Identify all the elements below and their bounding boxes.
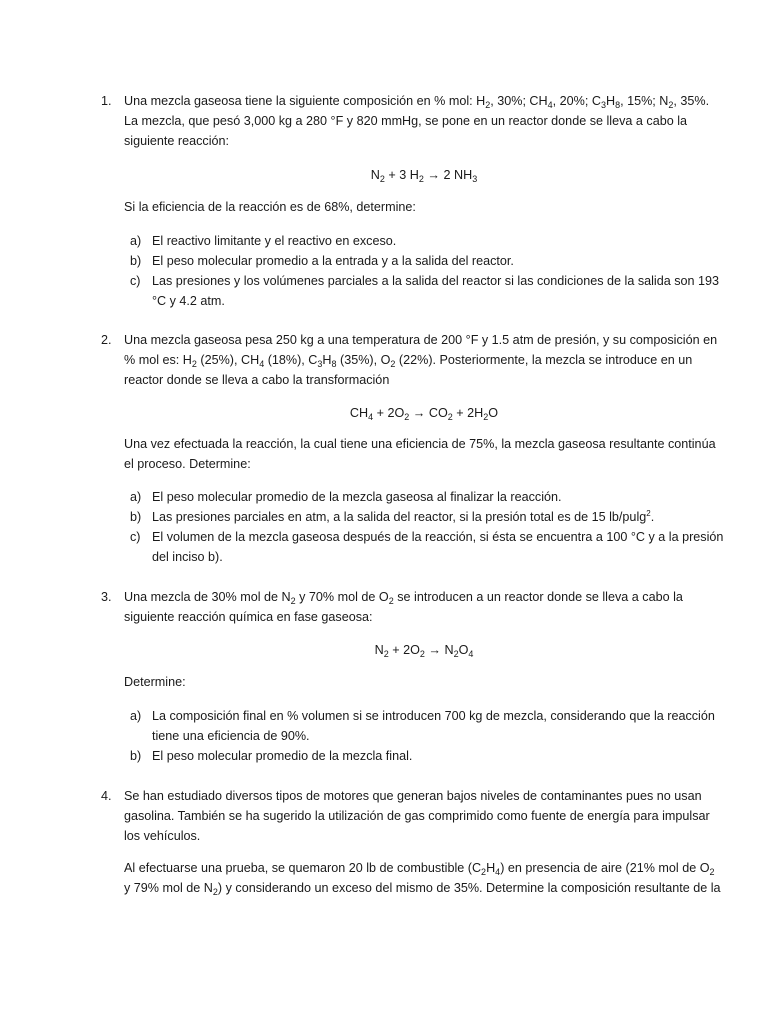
problem-intro: Una mezcla de 30% mol de $N_2$ y 70% mol de $O_2$ se introducen a un reactor donde se lleva a cabo la siguiente reacción química en fase gaseosa:	[124, 590, 683, 624]
reaction-equation: $N_2 + 2O_2 \to N_2O_4$	[374, 643, 474, 659]
problem-prompt: Al efectuarse una prueba, se quemaron 20 lb de combustible $(C_2H_4)$ en presencia de aire (21% mol de $O_2$ y 79% mol de $N_2$) y considerando un exceso del mismo de 35%. Determine la composición resultante de la	[124, 861, 721, 897]
problem-prompt: Una vez efectuada la reacción, la cual tiene una eficiencia de 75%, la mezcla gaseosa resultante continúa el proceso. Determine:	[124, 437, 716, 471]
problem-number: 2.	[101, 333, 112, 347]
problem-intro: Se han estudiado diversos tipos de motores que generan bajos niveles de contaminantes pues no usan gasolina. También se ha sugerido la utilización de gas comprimido como fuente de energía para impulsar los vehículos.	[124, 789, 710, 843]
reaction-equation: $CH_4 + 2O_2 \to CO_2 + 2H_2O$	[349, 406, 499, 422]
problem-prompt: Determine:	[124, 675, 186, 689]
sub-question: b) Las presiones parciales en atm, a la salida del reactor, si la presión total es de 15 lb/pulg$^2$.	[130, 509, 655, 524]
problem-number: 1.	[101, 94, 112, 108]
problem-intro: Una mezcla gaseosa pesa 250 kg a una temperatura de 200 °F y 1.5 atm de presión, y su composición en % mol es: $H_2$ (25%), $CH_4$ (18%), $C_3H_8$ (35%), $O_2$ (22%). Posteriormente, la mezcla se introduce en un reactor donde se lleva a cabo la transformación	[124, 333, 718, 387]
sub-question: a) La composición final en % volumen si se introducen 700 kg de mezcla, considerando que la reacción tiene una eficiencia de 90%.	[130, 709, 715, 743]
sub-question-list	[124, 231, 724, 311]
sub-question-list	[124, 487, 724, 567]
problem-prompt: Si la eficiencia de la reacción es de 68%, determine:	[124, 200, 416, 214]
problem-intro: Una mezcla gaseosa tiene la siguiente composición en % mol: $H_2$, 30%; $CH_4$, 20%; $C_3H_8$, 15%; $N_2$, 35%. La mezcla, que pesó 3,000 kg a 280 °F y 820 mmHg, se pone en un reactor donde se lleva a cabo la siguiente reacción:	[124, 94, 710, 148]
sub-question-list	[124, 706, 724, 766]
sub-question: b) El peso molecular promedio a la entrada y a la salida del reactor.	[130, 254, 514, 268]
sub-question: b) El peso molecular promedio de la mezcla final.	[130, 749, 413, 763]
sub-question: a) El reactivo limitante y el reactivo en exceso.	[130, 234, 397, 248]
sub-question: a) El peso molecular promedio de la mezcla gaseosa al finalizar la reacción.	[130, 490, 562, 504]
sub-question: c) Las presiones y los volúmenes parciales a la salida del reactor si las condiciones de la salida son 193 °C y 4.2 atm.	[130, 274, 720, 308]
problem-number: 4.	[101, 789, 112, 803]
problem-number: 3.	[101, 590, 112, 604]
reaction-equation: $N_2 + 3$ $H_2 \to 2$ $NH_3$	[370, 168, 478, 184]
sub-question: c) El volumen de la mezcla gaseosa después de la reacción, si ésta se encuentra a 100 °C y a la presión del inciso b).	[130, 530, 724, 564]
